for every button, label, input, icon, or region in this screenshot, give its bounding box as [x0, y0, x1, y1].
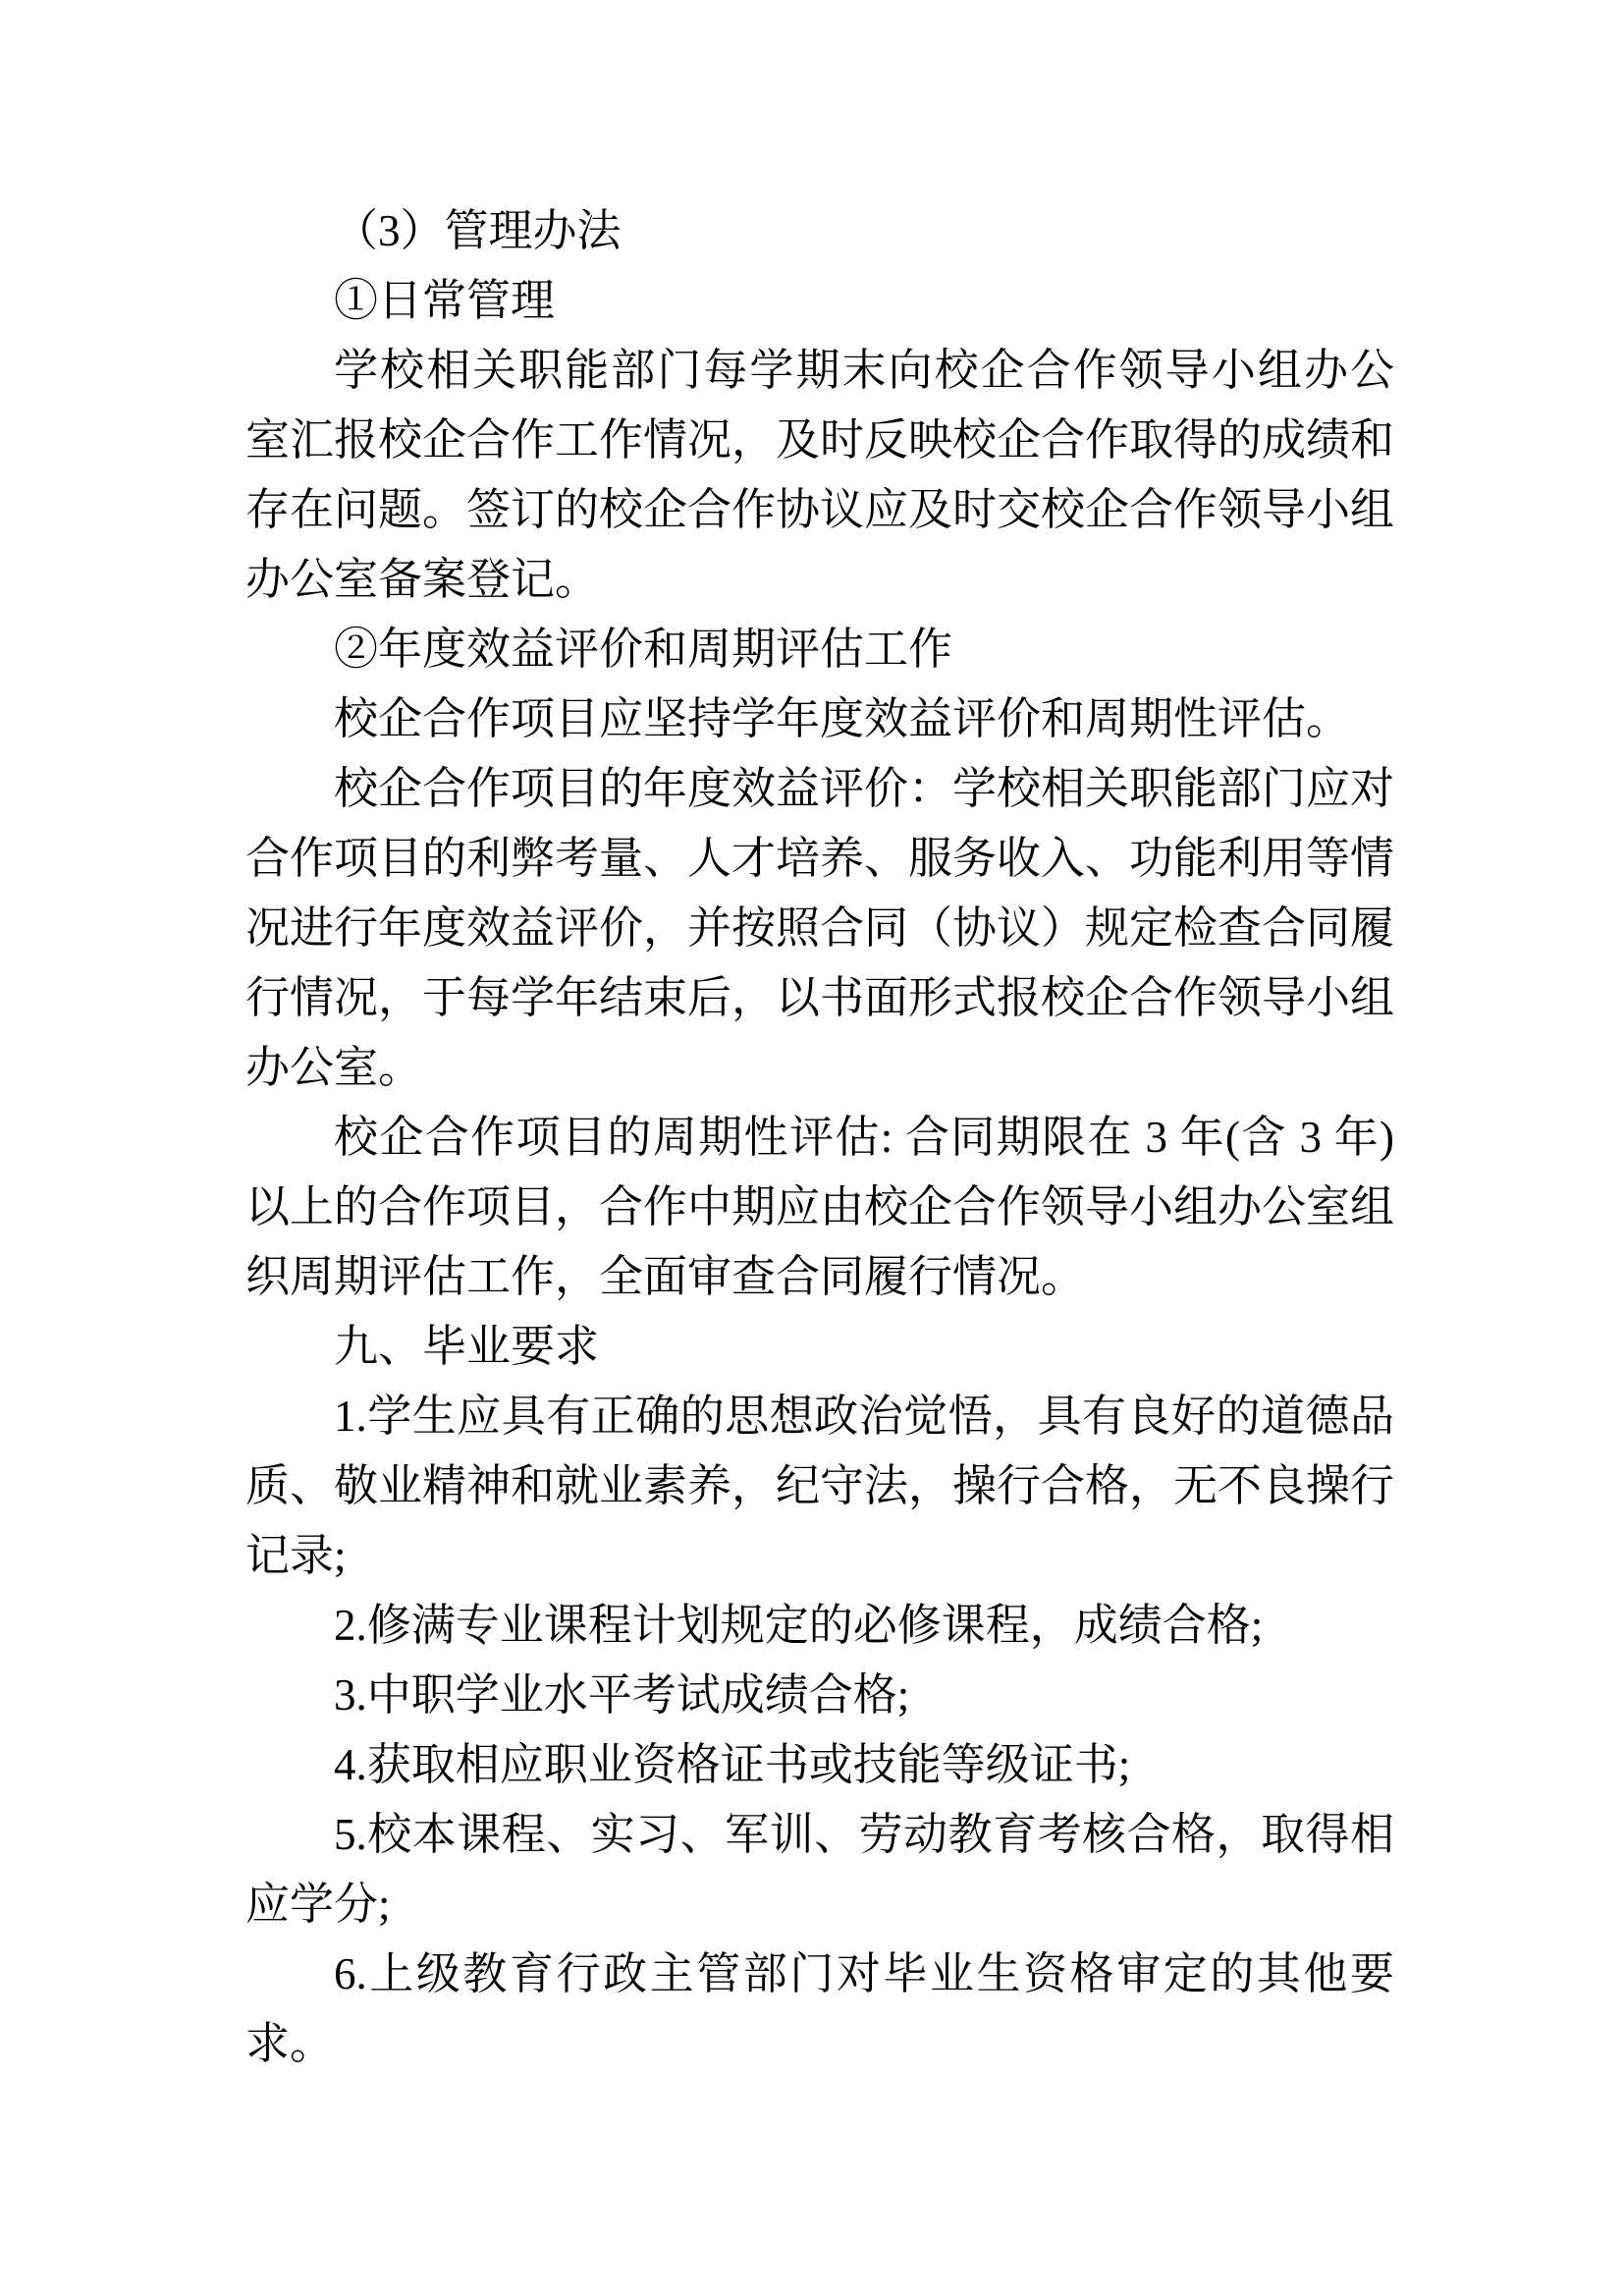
text-line: 4.获取相应职业资格证书或技能等级证书;	[334, 1740, 1131, 1789]
text-line: 存在问题。签订的校企合作协议应及时交校企合作领导小组	[245, 485, 1395, 534]
text-line: 2.修满专业课程计划规定的必修课程，成绩合格;	[334, 1601, 1264, 1650]
text-line: 况进行年度效益评价，并按照合同（协议）规定检查合同履	[245, 903, 1395, 953]
text-line: 6.上级教育行政主管部门对毕业生资格审定的其他要	[334, 1949, 1394, 1998]
text-line: 质、敬业精神和就业素养，纪守法，操行合格，无不良操行	[245, 1461, 1395, 1510]
text-line: 室汇报校企合作工作情况，及时反映校企合作取得的成绩和	[245, 415, 1395, 465]
text-line: 办公室。	[245, 1043, 423, 1092]
text-line: 合作项目的利弊考量、人才培养、服务收入、功能利用等情	[245, 834, 1395, 883]
text-line: 九、毕业要求	[334, 1322, 600, 1371]
text-line: 5.校本课程、实习、军训、劳动教育考核合格，取得相	[334, 1810, 1394, 1859]
text-line: 校企合作项目的周期性评估: 合同期限在 3 年(含 3 年)	[334, 1113, 1394, 1162]
text-line: 行情况，于每学年结束后，以书面形式报校企合作领导小组	[245, 973, 1395, 1022]
text-line: 校企合作项目应坚持学年度效益评价和周期性评估。	[334, 694, 1351, 743]
document-body	[245, 196, 1394, 2079]
text-line: 记录;	[245, 1531, 347, 1580]
text-line: 学校相关职能部门每学期末向校企合作领导小组办公	[334, 346, 1394, 395]
text-line: ②年度效益评价和周期评估工作	[334, 625, 953, 674]
text-line: （3）管理办法	[334, 206, 622, 255]
text-line: ①日常管理	[334, 276, 556, 325]
text-line: 校企合作项目的年度效益评价：学校相关职能部门应对	[334, 764, 1395, 813]
text-line: 应学分;	[245, 1880, 391, 1929]
text-line: 3.中职学业水平考试成绩合格;	[334, 1670, 910, 1720]
text-line: 1.学生应具有正确的思想政治觉悟，具有良好的道德品	[334, 1392, 1394, 1441]
text-line: 织周期评估工作，全面审查合同履行情况。	[245, 1252, 1086, 1301]
text-line: 办公室备案登记。	[245, 555, 600, 604]
text-line: 求。	[245, 2019, 335, 2068]
text-line: 以上的合作项目，合作中期应由校企合作领导小组办公室组	[245, 1182, 1395, 1231]
